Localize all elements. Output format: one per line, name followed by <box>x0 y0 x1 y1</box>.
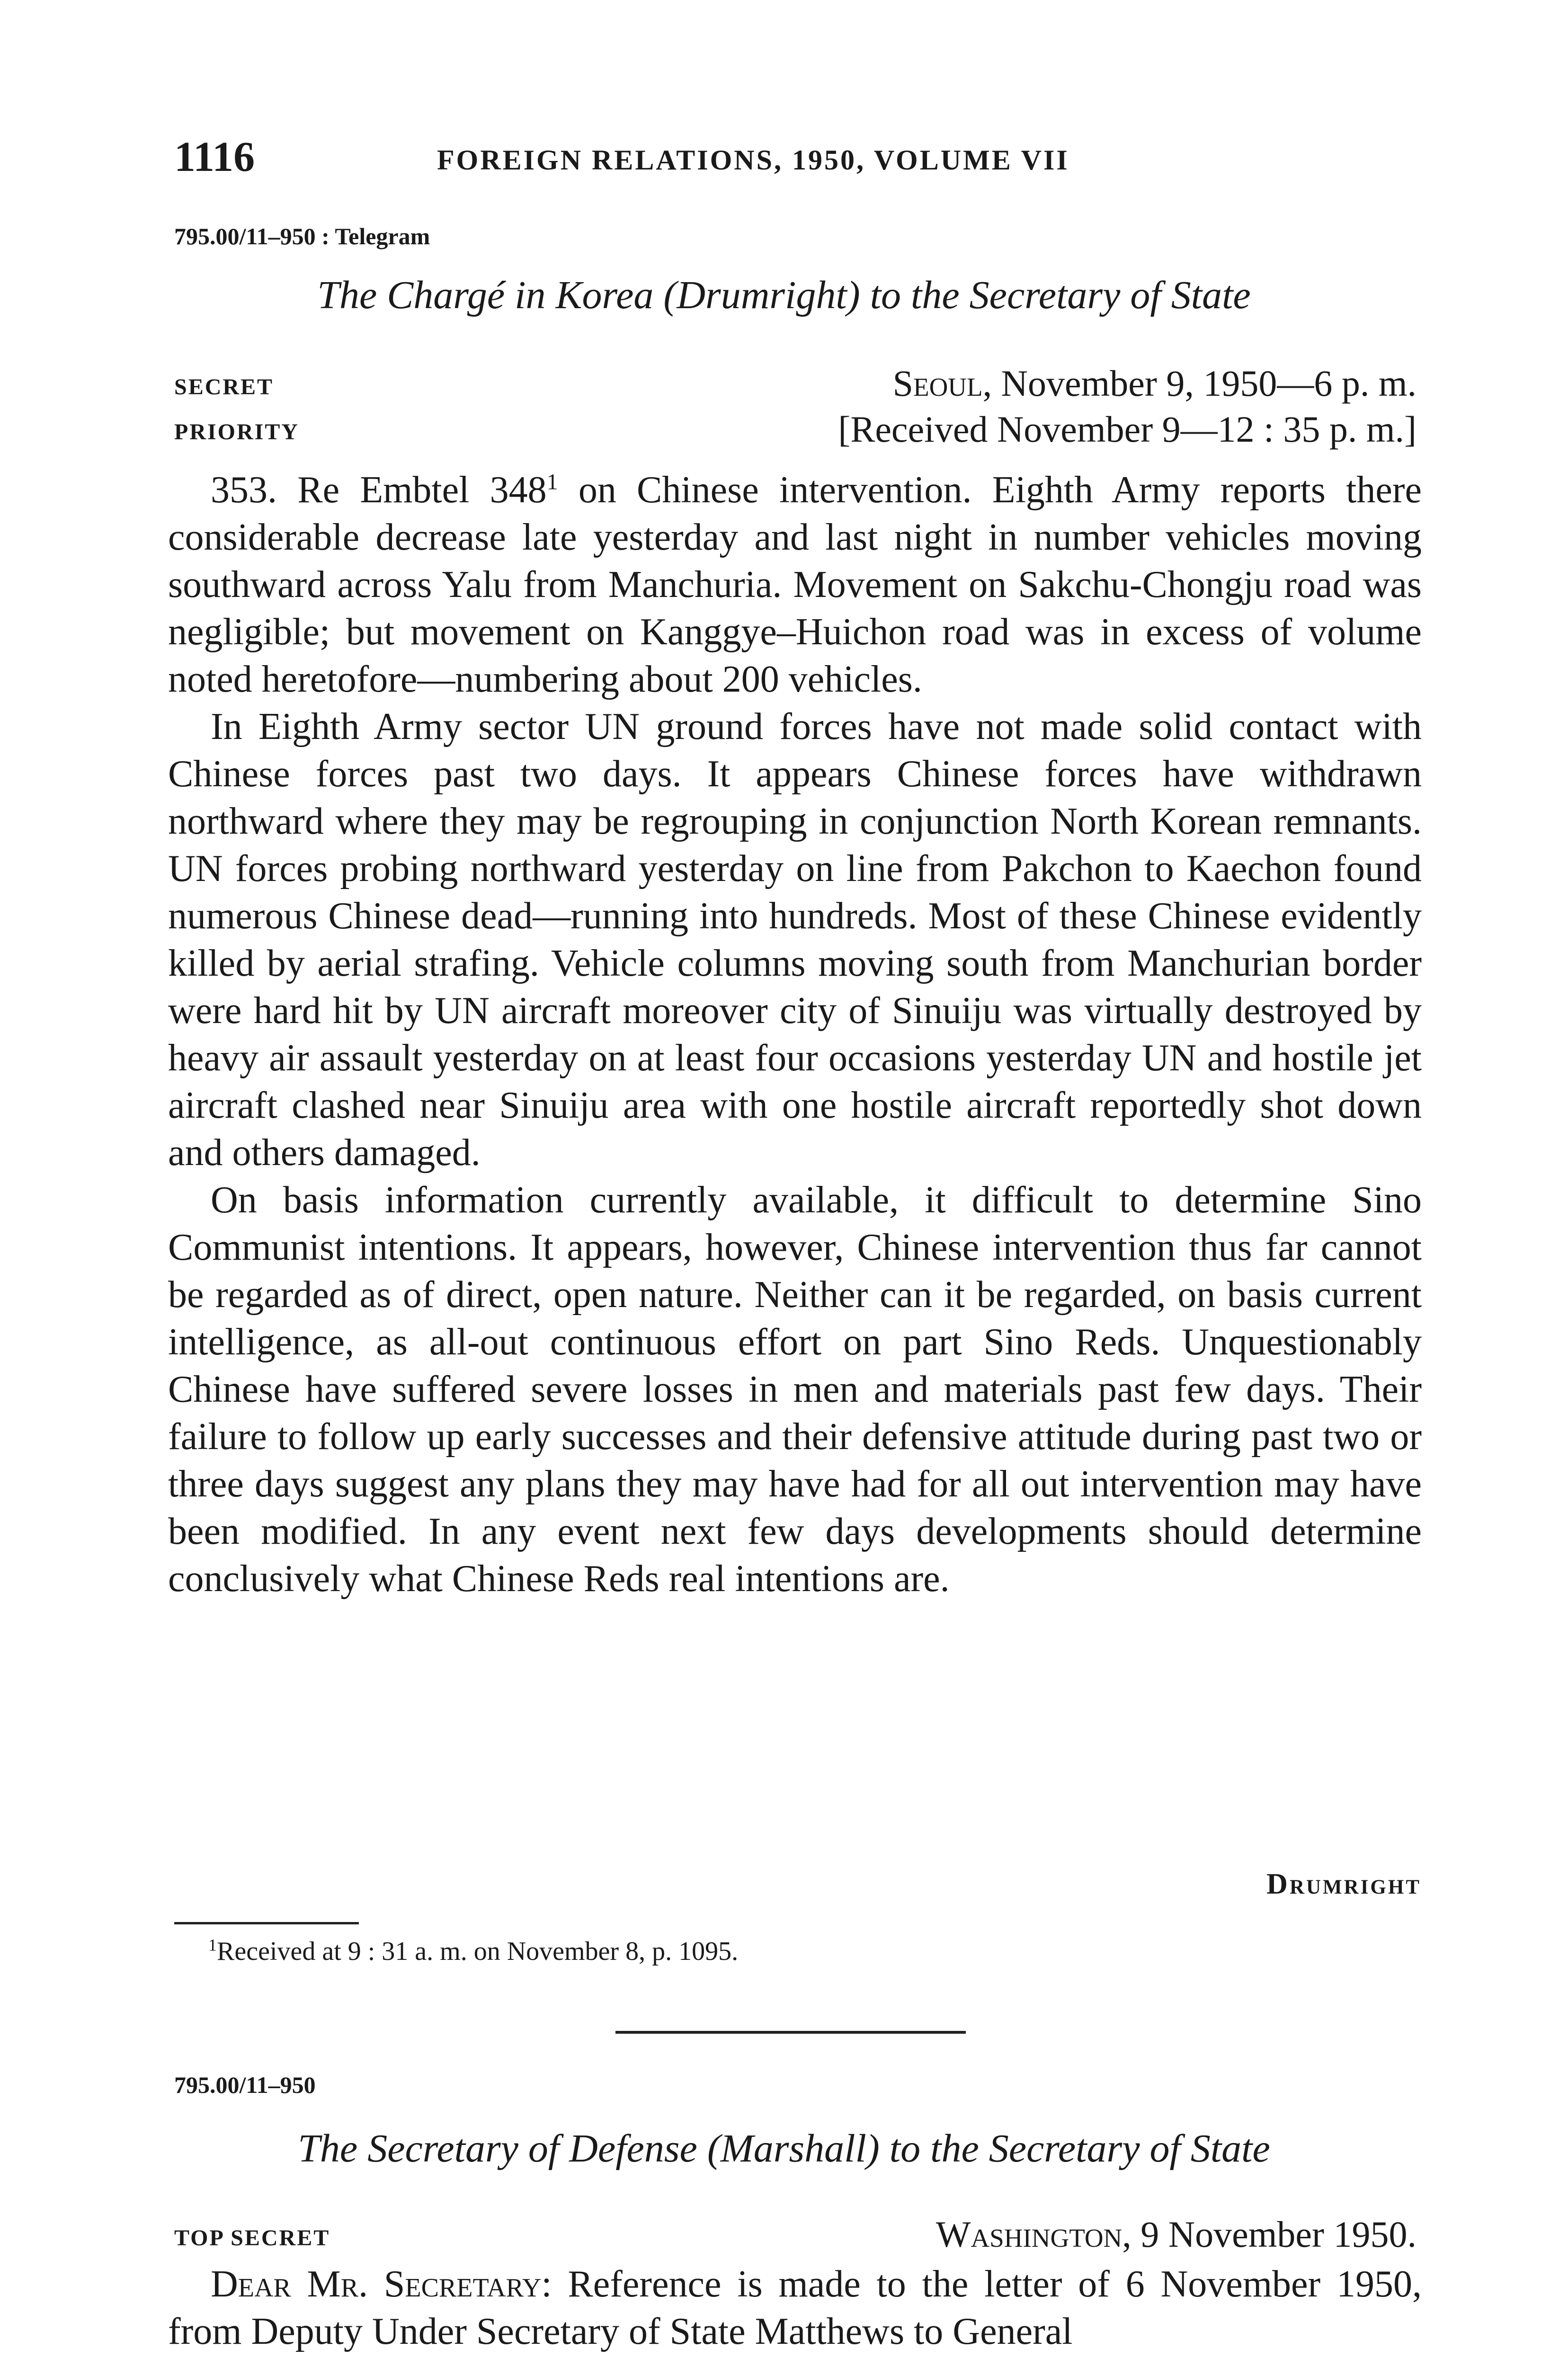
doc1-dateline <box>893 362 1417 405</box>
doc1-paragraph-3: On basis information currently available, it difficult to determine Sino Communist intentions. It appears, however, Chinese intervention thus far cannot be regarded as of direct, open nature. Neither can it be regarded, on basis current intelligence, as all-out continuous effort on part Sino Reds. Unquestionably Chinese have suffered severe losses in men and materials past few days. Their failure to follow up early successes and their defensive attitude during past two or three days suggest any plans they may have had for all out intervention may have been modified. In any event next few days developments should determine conclusively what Chinese Reds real intentions are. <box>168 1179 1422 1600</box>
doc2-paragraph-1 <box>168 2260 1422 2355</box>
doc1-p1-text: on Chinese intervention. Eighth Army reports there considerable decrease late yesterday and last night in number vehicles moving southward across Yalu from Manchuria. Movement on Sakchu-Chongju road was negligible; but movement on Kanggye–Huichon road was in excess of volume noted heretofore—numbering about 200 vehicles. <box>168 469 1422 700</box>
doc1-classification: SECRET <box>174 374 274 400</box>
doc2-body <box>168 2260 1422 2355</box>
running-head <box>174 133 1394 185</box>
section-separator-rule <box>615 2031 966 2034</box>
doc2-salutation: Dear Mr. Secretary <box>211 2263 542 2305</box>
doc2-dateline-place: Washington <box>935 2214 1123 2255</box>
doc1-body <box>168 466 1422 1602</box>
footnote-rule <box>174 1922 359 1924</box>
doc2-dateline-date: , 9 November 1950. <box>1122 2214 1417 2255</box>
doc1-footnote <box>208 1936 738 1967</box>
footnote-text: Received at 9 : 31 a. m. on November 8, p. 1095. <box>217 1937 739 1966</box>
doc2-file-reference: 795.00/11–950 <box>174 2072 316 2098</box>
doc1-title: The Chargé in Korea (Drumright) to the Secretary of State <box>317 273 1251 317</box>
footnote-mark: 1 <box>208 1935 217 1955</box>
doc2-classification: TOP SECRET <box>174 2225 330 2251</box>
doc1-file-reference: 795.00/11–950 : Telegram <box>174 223 430 249</box>
doc1-dateline-date: , November 9, 1950—6 p. m. <box>982 363 1417 404</box>
doc2-title: The Secretary of Defense (Marshall) to the Secretary of State <box>298 2127 1270 2171</box>
doc1-signature: Drumright <box>1266 1868 1421 1900</box>
doc1-paragraph-1 <box>168 466 1422 703</box>
volume-title: FOREIGN RELATIONS, 1950, VOLUME VII <box>437 144 1069 176</box>
doc1-p1-lead: 353. Re Embtel 348 <box>211 469 547 511</box>
doc1-dateline-place: Seoul <box>892 363 983 404</box>
page-number: 1116 <box>174 133 255 180</box>
doc2-p1-text: : Reference is made to the letter of 6 November 1950, from Deputy Under Secretary of State Matthews to General <box>168 2263 1422 2352</box>
doc1-received: [Received November 9—12 : 35 p. m.] <box>838 409 1417 450</box>
doc1-priority: PRIORITY <box>174 419 300 445</box>
footnote-reference-mark: 1 <box>546 469 558 495</box>
doc1-paragraph-2: In Eighth Army sector UN ground forces have not made solid contact with Chinese forces past two days. It appears Chinese forces have withdrawn northward where they may be regrouping in conjunction North Korean remnants. UN forces probing northward yesterday on line from Pakchon to Kaechon found numerous Chinese dead—running into hundreds. Most of these Chinese evidently killed by aerial strafing. Vehicle columns moving south from Manchurian border were hard hit by UN aircraft moreover city of Sinuiju was virtually destroyed by heavy air assault yesterday on at least four occasions yesterday UN and hostile jet aircraft clashed near Sinuiju area with one hostile aircraft reportedly shot down and others damaged. <box>168 706 1422 1174</box>
doc2-dateline <box>936 2213 1417 2256</box>
